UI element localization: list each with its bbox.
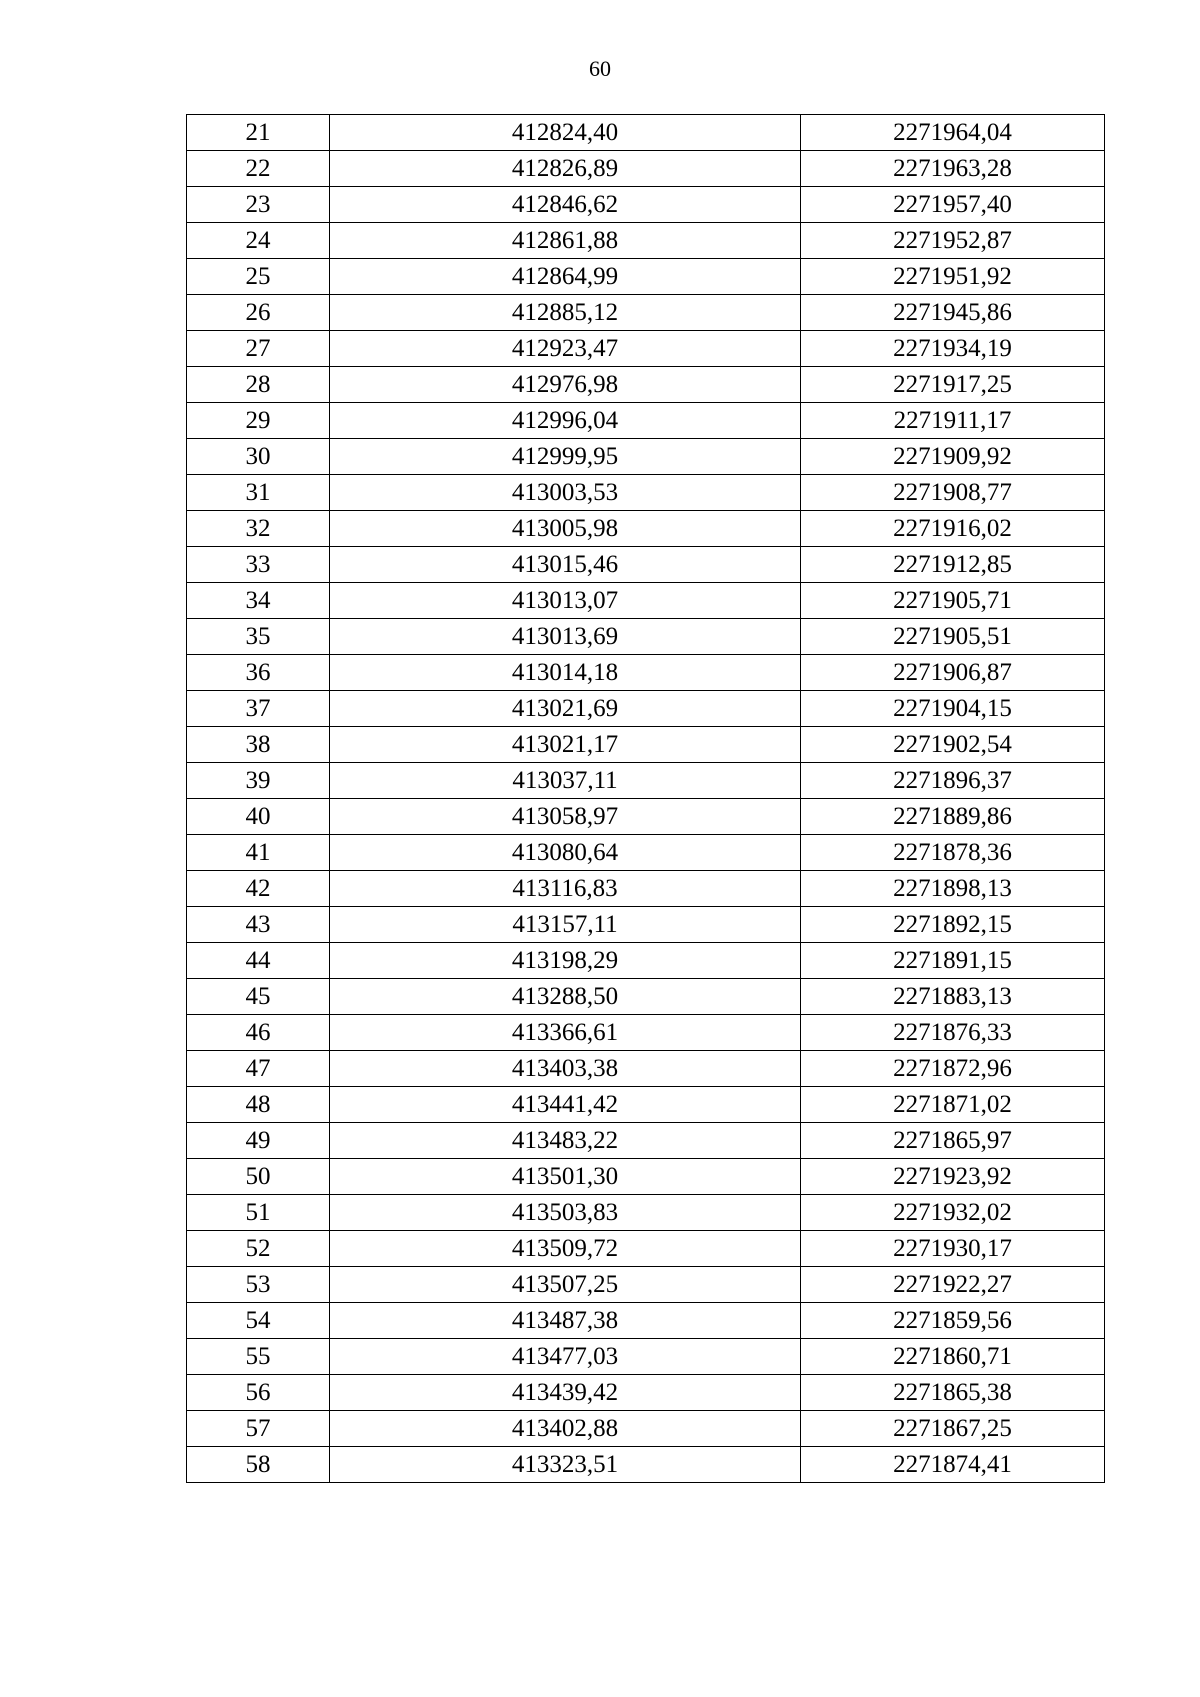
table-row [187,655,1105,691]
y-coordinate-cell: 2271902,54 [801,727,1105,763]
x-coordinate-cell: 413323,51 [330,1447,801,1483]
y-coordinate-cell: 2271889,86 [801,799,1105,835]
y-coordinate-cell: 2271957,40 [801,187,1105,223]
x-coordinate-cell: 412996,04 [330,403,801,439]
y-coordinate-cell: 2271945,86 [801,295,1105,331]
x-coordinate-cell: 412923,47 [330,331,801,367]
table-row [187,1159,1105,1195]
y-coordinate-cell: 2271905,51 [801,619,1105,655]
point-number-cell: 38 [187,727,330,763]
table-row [187,367,1105,403]
point-number-cell: 54 [187,1303,330,1339]
y-coordinate-cell: 2271916,02 [801,511,1105,547]
y-coordinate-cell: 2271909,92 [801,439,1105,475]
x-coordinate-cell: 413507,25 [330,1267,801,1303]
x-coordinate-cell: 413439,42 [330,1375,801,1411]
x-coordinate-cell: 413487,38 [330,1303,801,1339]
point-number-cell: 49 [187,1123,330,1159]
table-row [187,475,1105,511]
x-coordinate-cell: 413003,53 [330,475,801,511]
x-coordinate-cell: 413483,22 [330,1123,801,1159]
table-row [187,187,1105,223]
x-coordinate-cell: 412824,40 [330,115,801,151]
point-number-cell: 23 [187,187,330,223]
y-coordinate-cell: 2271906,87 [801,655,1105,691]
y-coordinate-cell: 2271872,96 [801,1051,1105,1087]
y-coordinate-cell: 2271951,92 [801,259,1105,295]
table-row [187,763,1105,799]
table-row [187,979,1105,1015]
table-row [187,223,1105,259]
table-row [187,691,1105,727]
x-coordinate-cell: 413013,69 [330,619,801,655]
table-row [187,295,1105,331]
y-coordinate-cell: 2271932,02 [801,1195,1105,1231]
table-row [187,943,1105,979]
x-coordinate-cell: 412999,95 [330,439,801,475]
table-row [187,1411,1105,1447]
point-number-cell: 33 [187,547,330,583]
point-number-cell: 27 [187,331,330,367]
y-coordinate-cell: 2271963,28 [801,151,1105,187]
coordinates-table-body [187,115,1105,1483]
point-number-cell: 58 [187,1447,330,1483]
point-number-cell: 56 [187,1375,330,1411]
point-number-cell: 31 [187,475,330,511]
x-coordinate-cell: 412976,98 [330,367,801,403]
point-number-cell: 47 [187,1051,330,1087]
table-row [187,1123,1105,1159]
table-row [187,547,1105,583]
x-coordinate-cell: 413366,61 [330,1015,801,1051]
x-coordinate-cell: 413021,69 [330,691,801,727]
y-coordinate-cell: 2271952,87 [801,223,1105,259]
point-number-cell: 28 [187,367,330,403]
x-coordinate-cell: 412826,89 [330,151,801,187]
table-row [187,151,1105,187]
point-number-cell: 21 [187,115,330,151]
point-number-cell: 35 [187,619,330,655]
point-number-cell: 52 [187,1231,330,1267]
table-row [187,1375,1105,1411]
x-coordinate-cell: 413503,83 [330,1195,801,1231]
table-row [187,799,1105,835]
table-row [187,1231,1105,1267]
table-row [187,511,1105,547]
x-coordinate-cell: 413015,46 [330,547,801,583]
point-number-cell: 25 [187,259,330,295]
y-coordinate-cell: 2271930,17 [801,1231,1105,1267]
table-row [187,835,1105,871]
point-number-cell: 46 [187,1015,330,1051]
table-row [187,1195,1105,1231]
y-coordinate-cell: 2271871,02 [801,1087,1105,1123]
x-coordinate-cell: 413013,07 [330,583,801,619]
table-row [187,619,1105,655]
y-coordinate-cell: 2271867,25 [801,1411,1105,1447]
point-number-cell: 29 [187,403,330,439]
y-coordinate-cell: 2271865,97 [801,1123,1105,1159]
point-number-cell: 34 [187,583,330,619]
table-row [187,907,1105,943]
table-row [187,1267,1105,1303]
point-number-cell: 55 [187,1339,330,1375]
table-row [187,1051,1105,1087]
x-coordinate-cell: 413403,38 [330,1051,801,1087]
point-number-cell: 48 [187,1087,330,1123]
x-coordinate-cell: 413005,98 [330,511,801,547]
x-coordinate-cell: 413021,17 [330,727,801,763]
x-coordinate-cell: 413198,29 [330,943,801,979]
table-row [187,1015,1105,1051]
y-coordinate-cell: 2271898,13 [801,871,1105,907]
table-row [187,1087,1105,1123]
y-coordinate-cell: 2271859,56 [801,1303,1105,1339]
point-number-cell: 36 [187,655,330,691]
y-coordinate-cell: 2271904,15 [801,691,1105,727]
point-number-cell: 40 [187,799,330,835]
point-number-cell: 39 [187,763,330,799]
point-number-cell: 44 [187,943,330,979]
y-coordinate-cell: 2271878,36 [801,835,1105,871]
y-coordinate-cell: 2271934,19 [801,331,1105,367]
point-number-cell: 30 [187,439,330,475]
point-number-cell: 37 [187,691,330,727]
x-coordinate-cell: 413080,64 [330,835,801,871]
table-row [187,403,1105,439]
x-coordinate-cell: 413477,03 [330,1339,801,1375]
point-number-cell: 53 [187,1267,330,1303]
y-coordinate-cell: 2271912,85 [801,547,1105,583]
x-coordinate-cell: 413116,83 [330,871,801,907]
table-row [187,1447,1105,1483]
x-coordinate-cell: 413509,72 [330,1231,801,1267]
x-coordinate-cell: 412846,62 [330,187,801,223]
x-coordinate-cell: 412885,12 [330,295,801,331]
y-coordinate-cell: 2271860,71 [801,1339,1105,1375]
table-row [187,583,1105,619]
x-coordinate-cell: 413441,42 [330,1087,801,1123]
point-number-cell: 42 [187,871,330,907]
point-number-cell: 50 [187,1159,330,1195]
table-row [187,439,1105,475]
coordinates-table [186,114,1105,1483]
x-coordinate-cell: 413058,97 [330,799,801,835]
page-number: 60 [589,56,611,81]
y-coordinate-cell: 2271964,04 [801,115,1105,151]
table-row [187,115,1105,151]
y-coordinate-cell: 2271923,92 [801,1159,1105,1195]
y-coordinate-cell: 2271896,37 [801,763,1105,799]
x-coordinate-cell: 413501,30 [330,1159,801,1195]
table-row [187,727,1105,763]
point-number-cell: 22 [187,151,330,187]
table-row [187,871,1105,907]
x-coordinate-cell: 413288,50 [330,979,801,1015]
x-coordinate-cell: 413402,88 [330,1411,801,1447]
y-coordinate-cell: 2271908,77 [801,475,1105,511]
y-coordinate-cell: 2271891,15 [801,943,1105,979]
table-row [187,1303,1105,1339]
point-number-cell: 24 [187,223,330,259]
table-row [187,259,1105,295]
y-coordinate-cell: 2271922,27 [801,1267,1105,1303]
x-coordinate-cell: 412864,99 [330,259,801,295]
x-coordinate-cell: 412861,88 [330,223,801,259]
point-number-cell: 45 [187,979,330,1015]
point-number-cell: 32 [187,511,330,547]
point-number-cell: 57 [187,1411,330,1447]
y-coordinate-cell: 2271917,25 [801,367,1105,403]
point-number-cell: 43 [187,907,330,943]
x-coordinate-cell: 413157,11 [330,907,801,943]
point-number-cell: 26 [187,295,330,331]
table-row [187,331,1105,367]
x-coordinate-cell: 413014,18 [330,655,801,691]
y-coordinate-cell: 2271911,17 [801,403,1105,439]
y-coordinate-cell: 2271874,41 [801,1447,1105,1483]
point-number-cell: 41 [187,835,330,871]
y-coordinate-cell: 2271865,38 [801,1375,1105,1411]
x-coordinate-cell: 413037,11 [330,763,801,799]
y-coordinate-cell: 2271883,13 [801,979,1105,1015]
point-number-cell: 51 [187,1195,330,1231]
table-row [187,1339,1105,1375]
y-coordinate-cell: 2271905,71 [801,583,1105,619]
y-coordinate-cell: 2271876,33 [801,1015,1105,1051]
y-coordinate-cell: 2271892,15 [801,907,1105,943]
